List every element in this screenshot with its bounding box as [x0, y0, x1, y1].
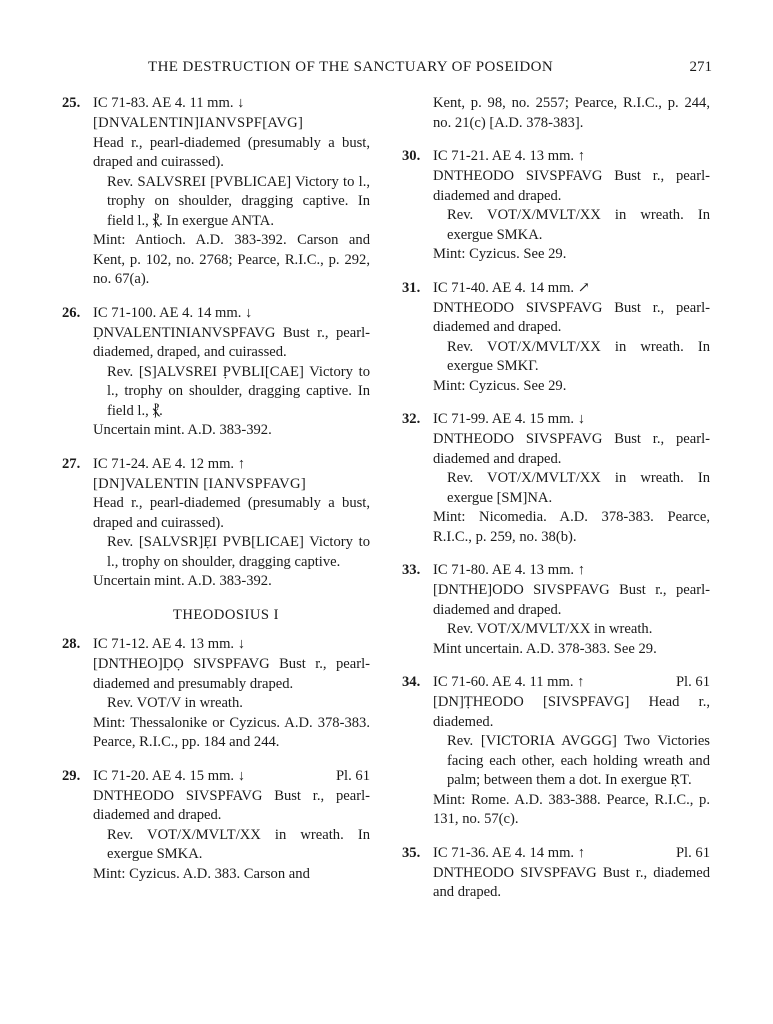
entry-heading — [62, 767, 370, 787]
catalogue-entry — [62, 635, 370, 753]
obverse-inscription: [DNVALENTIN]IANVSPF[AVG] — [93, 115, 304, 131]
catalogue-entry — [402, 279, 710, 397]
left-column — [62, 94, 370, 898]
mint-reference: Uncertain mint. A.D. 383-392. — [93, 422, 272, 438]
entry-number: 30. — [402, 148, 421, 164]
entry-specs: IC 71-100. AE 4. 14 mm. ↓ — [93, 304, 253, 321]
running-title: THE DESTRUCTION OF THE SANCTUARY OF POSEIDON — [148, 59, 554, 75]
reverse-description: Rev. VOT/V in wreath. — [107, 695, 243, 711]
entry-number: 32. — [402, 411, 421, 427]
mint-reference: Mint: Rome. A.D. 383-388. Pearce, R.I.C., p. 131, no. 57(c). — [433, 791, 710, 827]
entry-specs: IC 71-60. AE 4. 11 mm. ↑ — [433, 674, 585, 690]
entry-heading — [62, 635, 370, 655]
entry-number: 26. — [62, 304, 81, 321]
reverse-description: Rev. VOT/X/MVLT/XX in wreath. In exergue SMKA. — [447, 207, 710, 243]
entry-number: 35. — [402, 844, 421, 861]
mint-reference: Mint: Thessalonike or Cyzicus. A.D. 378-383. Pearce, R.I.C., pp. 184 and 244. — [93, 714, 370, 750]
obverse-description: DNTHEODO SIVSPFAVG Bust r., pearl-diademed and draped. — [93, 787, 370, 823]
entry-specs: IC 71-36. AE 4. 14 mm. ↑ — [433, 844, 586, 861]
catalogue-entry — [402, 673, 710, 830]
mint-reference: Mint: Cyzicus. See 29. — [433, 377, 567, 394]
entry-specs: IC 71-83. AE 4. 11 mm. ↓ — [93, 95, 245, 111]
mint-reference: Mint: Antioch. A.D. 383-392. Carson and Kent, p. 102, no. 2768; Pearce, R.I.C., p. 292, no. 67(a). — [93, 232, 370, 287]
continued-text: Kent, p. 98, no. 2557; Pearce, R.I.C., p. 244, no. 21(c) [A.D. 378-383]. — [433, 95, 710, 131]
entry-number: 34. — [402, 674, 421, 690]
plate-reference: Pl. 61 — [675, 844, 710, 861]
entry-specs: IC 71-24. AE 4. 12 mm. ↑ — [93, 455, 246, 472]
catalogue-entry — [62, 304, 370, 441]
entry-number: 25. — [62, 95, 81, 111]
reverse-description: Rev. VOT/X/MVLT/XX in wreath. In exergue SMKA. — [107, 826, 370, 862]
entry-heading — [402, 147, 710, 167]
entry-heading — [62, 455, 370, 475]
catalogue-entry — [402, 844, 710, 903]
obverse-description: Head r., pearl-diademed (presumably a bust, draped and cuirassed). — [93, 495, 370, 531]
mint-reference: Mint: Nicomedia. A.D. 378-383. Pearce, R.I.C., p. 259, no. 38(b). — [433, 509, 710, 545]
entry-number: 33. — [402, 562, 421, 578]
obverse-description: [DN]ṬHEODO [SIVSPFAVG] Head r., diademed. — [433, 694, 710, 730]
entry-heading — [62, 304, 370, 324]
obverse-description: DNTHEODO SIVSPFAVG Bust r., diademed and draped. — [433, 864, 710, 900]
page-number: 271 — [689, 59, 712, 75]
plate-reference: Pl. 61 — [335, 767, 370, 784]
entry-heading — [402, 561, 710, 581]
section-heading: THEODOSIUS I — [172, 606, 280, 623]
entry-heading — [402, 279, 710, 299]
reverse-description: Rev. VOT/X/MVLT/XX in wreath. — [447, 621, 653, 637]
mint-reference: Mint uncertain. A.D. 378-383. See 29. — [433, 640, 657, 657]
obverse-description: DNTHEODO SIVSPFAVG Bust r., pearl-diademed and draped. — [433, 299, 710, 335]
reverse-description: Rev. VOT/X/MVLT/XX in wreath. In exergue [SM]NA. — [447, 470, 710, 506]
catalogue-entry — [62, 94, 370, 290]
entry-specs: IC 71-21. AE 4. 13 mm. ↑ — [433, 148, 586, 164]
right-column — [402, 94, 710, 917]
entry-number: 27. — [62, 455, 81, 472]
entry-heading — [402, 844, 710, 864]
catalogue-entry — [402, 561, 710, 659]
reverse-description: Rev. [SALVSR]ẸI PVB[LICAE] Victory to l., trophy on shoulder, dragging captive. — [107, 534, 370, 570]
obverse-inscription: [DN]VALENTIN [IANVSPFAVG] — [93, 475, 307, 492]
reverse-description: Rev. VOT/X/MVLT/XX in wreath. In exergue SMKΓ. — [447, 338, 710, 374]
obverse-description: Head r., pearl-diademed (presumably a bust, draped and cuirassed). — [93, 134, 370, 170]
obverse-description: [DNTHEO]ḌỌ SIVSPFAVG Bust r., pearl-diademed and presumably draped. — [93, 656, 370, 692]
obverse-description: DNTHEODO SIVSPFAVG Bust r., pearl-diademed and draped. — [433, 431, 710, 467]
entry-specs: IC 71-80. AE 4. 13 mm. ↑ — [433, 562, 586, 578]
reverse-description: Rev. [VICTORIA AVGGG] Two Victories facing each other, each holding wreath and palm; between them a dot. In exergue ṚT. — [447, 733, 710, 788]
reverse-description: Rev. [S]ALVSREI P̣VBLI[CAE] Victory to l., trophy on shoulder, dragging captive. In field l., ⳩. — [107, 363, 370, 419]
obverse-description: DNTHEODO SIVSPFAVG Bust r., pearl-diademed and draped. — [433, 168, 710, 204]
reverse-description: Rev. SALVSREI [PVBLICAE] Victory to l., trophy on shoulder, dragging captive. In field l., ⳩. In exergue ANTA. — [107, 173, 370, 229]
entry-heading — [402, 410, 710, 430]
entry-specs: IC 71-40. AE 4. 14 mm. ↗ — [433, 279, 590, 296]
entry-number: 28. — [62, 636, 81, 652]
catalogue-entry — [62, 767, 370, 885]
entry-specs: IC 71-12. AE 4. 13 mm. ↓ — [93, 636, 246, 652]
entry-specs: IC 71-20. AE 4. 15 mm. ↓ — [93, 767, 246, 784]
mint-reference: Uncertain mint. A.D. 383-392. — [93, 573, 272, 589]
mint-reference: Mint: Cyzicus. A.D. 383. Carson and — [93, 865, 310, 882]
entry-specs: IC 71-99. AE 4. 15 mm. ↓ — [433, 411, 586, 427]
obverse-description: ḌNVALENTINIANVSPFAVG Bust r., pearl-diademed, draped, and cuirassed. — [93, 324, 370, 360]
obverse-description: [DNTHE]ODO SIVSPFAVG Bust r., pearl-diademed and draped. — [433, 582, 710, 618]
plate-reference: Pl. 61 — [675, 674, 710, 690]
entry-number: 29. — [62, 767, 81, 784]
entry-heading — [402, 673, 710, 693]
mint-reference: Mint: Cyzicus. See 29. — [433, 246, 567, 262]
catalogue-entry — [402, 410, 710, 547]
page-header — [62, 58, 712, 82]
entry-number: 31. — [402, 279, 421, 296]
catalogue-entry — [402, 147, 710, 265]
catalogue-entry — [62, 455, 370, 592]
entry-heading — [62, 94, 370, 114]
